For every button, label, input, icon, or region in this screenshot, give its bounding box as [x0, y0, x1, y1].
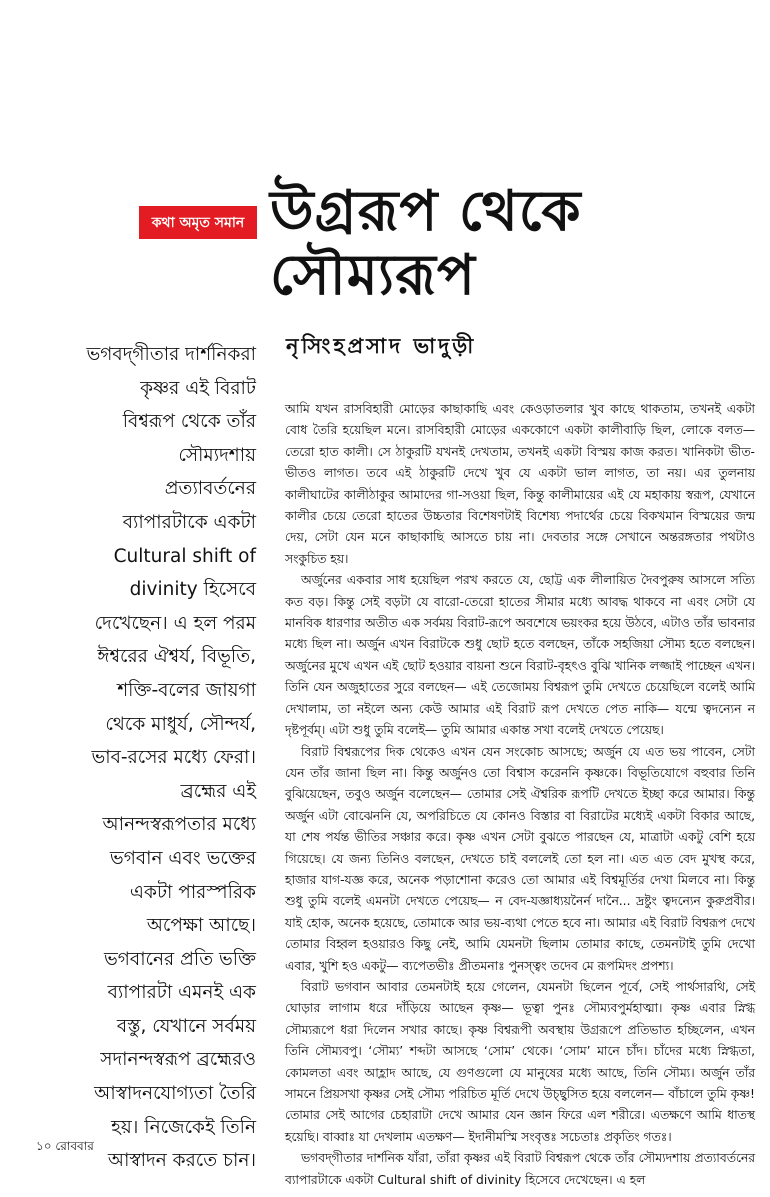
article-paragraph: বিরাট বিশ্বরূপের দিক থেকেও এখন যেন সংকোচ আসছে; অর্জুন যে এত ভয় পাবেন, সেটা যেন তাঁর জানা ছিল না। কিন্তু অর্জুনও তো বিশ্বাস করেননি কৃষ্ণকে। বিভূতিযোগে বহুবার তিনি বুঝিয়েছেন, তবুও অর্জুন বলেছেন— তোমার সেই ঐশ্বরিক রূপটি দেখতে ইচ্ছা করে আমার। কিন্তু অর্জুন এটা বোঝেননি যে, অপরিচিতে যে কোনও বিস্তার বা বিরাটের মধ্যেই একটা বিকার আছে, যা শেষ পর্যন্ত ভীতির সঞ্চার করে। কৃষ্ণ এখন সেটা বুঝতে পারছেন যে, মাত্রাটা একটু বেশি হয়ে গিয়েছে। যে জন্য তিনিও বলছেন, দেখতে চাই বললেই তো হল না। এত এত বেদ মুখস্থ করে, হাজার যাগ-যজ্ঞ করে, অনেক পড়াশোনা করেও তো আমার এই বিশ্বমূর্তির দেখা মিলবে না। কিন্তু শুধু তুমি বলেই এমনটা দেখতে পেয়েছ— ন বেদ-যজ্ঞাধ্যয়নৈর্ন দানৈ... দ্রষ্টুং ত্বদন্যেন কুরুপ্রবীর। যাই হোক, অনেক হয়েছে, তোমাকে আর ভয়-ব্যথা পেতে হবে না। আমার এই বিরাট বিশ্বরূপ দেখে তোমার বিহ্বল হওয়ারও কিছু নেই, আমি যেমনটা ছিলাম তোমার কাছে, তেমনটাই তুমি দেখো এবার, খুশি হও একটু— ব্যপেতভীঃ প্রীতমনাঃ পুনস্ত্বং তদেব মে রূপমিদং প্রপশ্য। — [285, 744, 755, 973]
article-paragraph: অর্জুনের একবার সাধ হয়েছিল পরখ করতে যে, ছোট্ট এক লীলায়িত দৈবপুরুষ আসলে সত্যি কত বড়। কিন্তু সেই বড়টা যে বারো-তেরো হাতের সীমার মধ্যে আবদ্ধ থাকবে না এবং সেটা যে মানবিক ধারণার অতীত এক সর্বময় বিরাট-রূপে অবশেষে ভয়ংকর হয়ে উঠবে, এটাও তাঁর ভাবনার মধ্যে ছিল না। অর্জুন এখন বিরাটকে শুধু ছোট হতে বলছেন, তাঁকে সহজিয়া সৌম্য হতে বলছেন। অর্জুনের মুখে এখন এই ছোট হওয়ার বায়না শুনে বিরাট-বৃহৎও বুঝি খানিক লজ্জাই পাচ্ছেন এখন। তিনি যেন অজুহাতের সুরে বলছেন— এই তেজোময় বিশ্বরূপ তুমি দেখতে চেয়েছিলে বলেই আমি দেখালাম, তা নইলে অন্য কেউ আমার এই বিরাট রূপ দেখতে পেত নাকি— যন্মে ত্বদন্যেন ন দৃষ্টপূর্বম্‌। এটা শুধু তুমি বলেই— তুমি আমার একান্ত সখা বলেই দেখতে পেয়েছ। — [285, 573, 755, 738]
article-paragraph: বিরাট ভগবান আবার তেমনটাই হয়ে গেলেন, যেমনটা ছিলেন পূর্বে, সেই পার্থসারথি, সেই ঘোড়ার লাগাম ধরে দাঁড়িয়ে আছেন কৃষ্ণ— ভূত্বা পুনঃ সৌম্যবপুর্মহাত্মা। কৃষ্ণ এবার স্নিগ্ধ সৌম্যরূপে ধরা দিলেন সখার কাছে। কৃষ্ণ বিশ্বরূপী অবস্থায় উগ্ররূপে প্রতিভাত হচ্ছিলেন, এখন তিনি সৌম্যবপু। ‘সৌম্য’ শব্দটা আসছে ‘সোম’ থেকে। ‘সোম’ মানে চাঁদ। চাঁদের মধ্যে স্নিগ্ধতা, কোমলতা এবং আহ্লাদ আছে, যে গুণগুলো যে মানুষের মধ্যে আছে, তিনি সৌম্য। অর্জুন তাঁর সামনে প্রিয়সখা কৃষ্ণর সেই সৌম্য পরিচিত মূর্তি দেখে উচ্ছ্বসিত হয়ে বললেন— বাঁচালে তুমি কৃষ্ণ! তোমার সেই আগের চেহারাটা দেখে আমার যেন জ্ঞান ফিরে এল শরীরে। এতক্ষণে আমি ধাতস্থ হয়েছি। বাব্বাঃ যা দেখলাম এতক্ষণ— ইদানীমস্মি সংবৃত্তঃ সচেতাঃ প্রকৃতিং গতঃ। — [285, 979, 755, 1144]
pull-quote-line: ব্যাপারটাকে একটা — [122, 511, 256, 533]
page-footer: ১০ রোববার — [36, 1139, 94, 1153]
pull-quote-line: ব্যাপারটা এমনই এক — [107, 982, 256, 1004]
pull-quote-line: ভগবদ্‌গীতার দার্শনিকরা — [86, 344, 256, 365]
pull-quote-line: সৌম্যদশায় — [178, 444, 256, 466]
pull-quote-line: divinity হিসেবে — [129, 579, 256, 601]
pull-quote-line: আনন্দস্বরূপতার মধ্যে — [102, 814, 256, 836]
pull-quote-line: প্রত্যাবর্তনের — [164, 478, 256, 500]
pull-quote-line: Cultural shift of — [113, 545, 256, 567]
pull-quote-line: সদানন্দস্বরূপ ব্রহ্মেরও — [100, 1049, 256, 1071]
article-paragraph: আমি যখন রাসবিহারী মোড়ের কাছাকাছি এবং কেওড়াতলার খুব কাছে থাকতাম, তখনই একটা বোধ তৈরি হয়েছিল মনে। রাসবিহারী মোড়ের এককোণে একটা কালীবাড়ি ছিল, লোকে বলত— তেরো হাত কালী। সে ঠাকুরটি যখনই দেখতাম, তখনই একটা বিস্ময় কাজ করত। খানিকটা ভীত-ভীতও লাগত। তবে এই ঠাকুরটি দেখে খুব যে একটা ভাল লাগত, তা নয়। এর তুলনায় কালীঘাটের কালীঠাকুর আমাদের গা-সওয়া ছিল, কিন্তু কালীমায়ের এই যে মহাকায় স্বরূপ, যেখানে কালীর চেয়ে তেরো হাতের উচ্চতার বিশেষণটাই বিশেষ্য পদার্থের চেয়ে বিকখমান বিস্ময়ের জন্ম দেয়, সেটা যেন মনে কাছাকাছি আসতে চায় না। দেবতার সঙ্গে সেখানে অন্তরঙ্গতার পথটাও সংকুচিত হয়। — [285, 402, 755, 566]
pull-quote-line: আস্বাদনযোগ্যতা তৈরি — [94, 1083, 256, 1105]
section-tag: কথা অমৃত সমান — [139, 206, 257, 239]
author-byline: নৃসিংহপ্রসাদ ভাদুড়ী — [286, 334, 477, 358]
article-body — [285, 399, 755, 1191]
pull-quote-line: একটা পারস্পরিক — [129, 881, 256, 903]
pull-quote-line: আস্বাদন করতে চান। — [107, 1150, 256, 1172]
pull-quote — [0, 338, 256, 1178]
pull-quote-line: কৃষ্ণর এই বিরাট — [140, 377, 256, 399]
pull-quote-line: থেকে মাধুর্য, সৌন্দর্য, — [105, 713, 256, 735]
pull-quote-line: বস্তু, যেখানে সর্বময় — [116, 1015, 256, 1037]
pull-quote-line: ভাব-রসের মধ্যে ফেরা। — [91, 747, 256, 769]
pull-quote-line: ভগবানের প্রতি ভক্তি — [103, 948, 256, 970]
article-paragraph: ভগবদ্‌গীতার দার্শনিক যাঁরা, তাঁরা কৃষ্ণর এই বিরাট বিশ্বরূপ থেকে তাঁর সৌম্যদশায় প্রত্যাবর্তনের ব্যাপারটাকে একটা Cultural shift of divinity হিসেবে দেখেছেন। এ হল — [285, 1151, 755, 1187]
title-line: সৌম্যরূপ — [270, 243, 476, 308]
pull-quote-line: শক্তি-বলের জায়গা — [117, 679, 256, 701]
article-title — [270, 180, 750, 308]
pull-quote-line: ব্রহ্মের এই — [180, 780, 256, 802]
pull-quote-line: হয়। নিজেকেই তিনি — [111, 1116, 256, 1138]
pull-quote-line: বিশ্বরূপ থেকে তাঁর — [122, 411, 256, 433]
pull-quote-line: ভগবান এবং ভক্তের — [109, 847, 256, 869]
title-line: উগ্ররূপ থেকে — [270, 179, 582, 244]
pull-quote-line: ঈশ্বরের ঐশ্বর্য, বিভূতি, — [97, 646, 256, 668]
pull-quote-line: দেখেছেন। এ হল পরম — [94, 612, 256, 634]
pull-quote-line: অপেক্ষা আছে। — [146, 915, 256, 937]
